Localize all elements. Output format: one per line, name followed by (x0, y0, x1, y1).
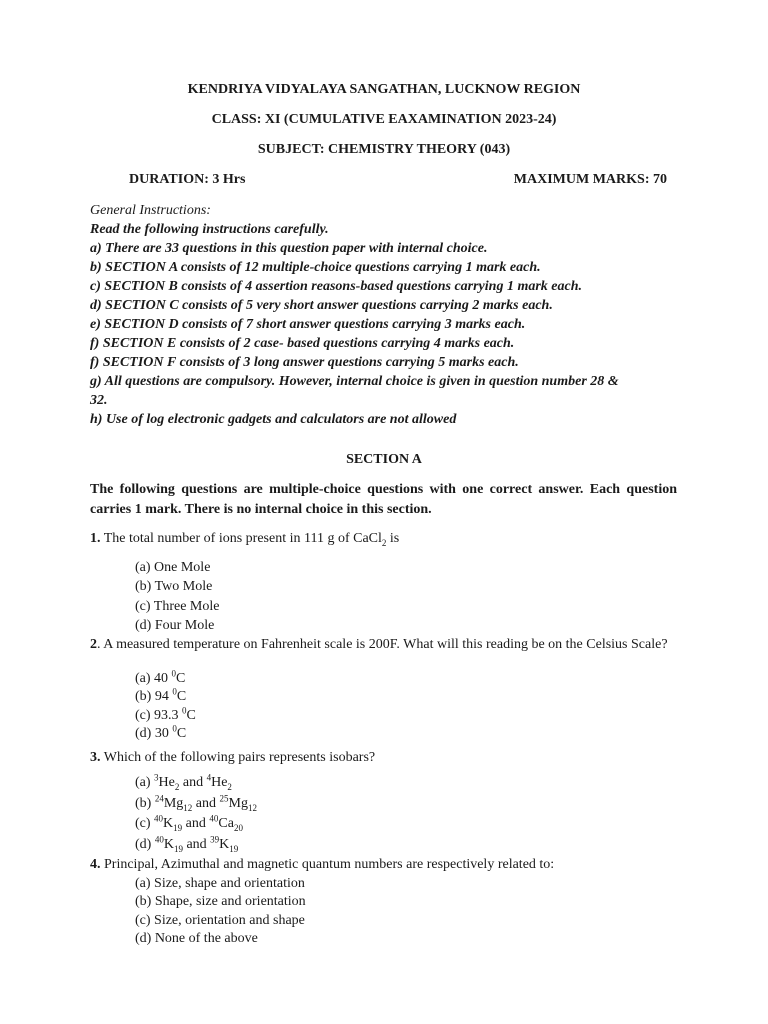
option: (c) Size, orientation and shape (135, 912, 305, 928)
instruction-line: f) SECTION E consists of 2 case- based questions carrying 4 marks each. (90, 336, 515, 351)
question-2-options (135, 670, 196, 743)
option: (c) $^{40}K_{19}$ and $^{40}Ca_{20}$ (135, 813, 243, 833)
question-text: The total number of ions present in 111 g of CaCl$_2$ is (103, 531, 400, 548)
section-a-intro: The following questions are multiple-choice questions with one correct answer. Each question carries 1 mark. There is no internal choice in this section. (90, 482, 677, 517)
general-instructions (90, 201, 690, 429)
subject-line: SUBJECT: CHEMISTRY THEORY (043) (257, 142, 511, 157)
question-4-options (135, 875, 306, 948)
question-1-options (135, 558, 219, 635)
question-text: Principal, Azimuthal and magnetic quantum numbers are respectively related to: (100, 857, 555, 872)
question-number: 3. (90, 750, 101, 765)
instruction-line: c) SECTION B consists of 4 assertion reasons-based questions carrying 1 mark each. (90, 279, 582, 294)
option: (d) $^{40}K_{19}$ and $^{39}K_{19}$ (135, 833, 239, 854)
question-3 (90, 749, 690, 767)
question-text: . A measured temperature on Fahrenheit scale is 200F. What will this reading be on the Celsius Scale? (97, 637, 668, 652)
question-number: 4. (90, 857, 101, 872)
option: (a) Size, shape and orientation (135, 876, 305, 891)
question-1 (90, 530, 690, 548)
option: (b) Two Mole (135, 579, 213, 595)
instruction-line: f) SECTION F consists of 3 long answer questions carrying 5 marks each. (90, 355, 519, 370)
duration: DURATION: 3 Hrs (129, 172, 246, 187)
question-text: Which of the following pairs represents isobars? (100, 750, 376, 765)
option: (d) 30 $^0$C (135, 723, 187, 741)
option: (b) 94 $^0$C (135, 686, 187, 705)
instruction-line: a) There are 33 questions in this question paper with internal choice. (90, 241, 488, 256)
option: (c) Three Mole (135, 598, 220, 614)
instruction-line: 32. (90, 393, 108, 408)
option: (b) $^{24}Mg_{12}$ and $^{25}Mg_{12}$ (135, 792, 257, 813)
instruction-line: g) All questions are compulsory. However, internal choice is given in question number 28 & (90, 374, 619, 389)
option: (d) None of the above (135, 930, 258, 946)
instruction-line: Read the following instructions carefully. (90, 222, 329, 237)
option: (a) One Mole (135, 560, 211, 575)
option: (b) Shape, size and orientation (135, 894, 306, 910)
max-marks: MAXIMUM MARKS: 70 (513, 172, 667, 187)
option: (c) 93.3 $^0$C (135, 704, 196, 723)
instruction-line: h) Use of log electronic gadgets and calculators are not allowed (90, 412, 457, 427)
instruction-line: d) SECTION C consists of 5 very short answer questions carrying 2 marks each. (90, 298, 553, 313)
org-title: KENDRIYA VIDYALAYA SANGATHAN, LUCKNOW REGION (187, 82, 581, 97)
instruction-line: e) SECTION D consists of 7 short answer questions carrying 3 marks each. (90, 317, 526, 332)
option: (a) $^3He_2$ and $^4He_2$ (135, 772, 232, 792)
question-number: 2 (90, 637, 97, 652)
question-3-options (135, 773, 257, 855)
instruction-line: b) SECTION A consists of 12 multiple-choice questions carrying 1 mark each. (90, 260, 541, 275)
option: (d) Four Mole (135, 617, 215, 633)
instructions-heading: General Instructions: (90, 203, 211, 218)
class-line: CLASS: XI (CUMULATIVE EAXAMINATION 2023-24) (211, 112, 557, 127)
question-number: 1. (90, 531, 101, 546)
question-2 (90, 636, 680, 654)
section-a-title: SECTION A (346, 452, 422, 467)
question-4 (90, 856, 690, 874)
option: (a) 40 $^0$C (135, 668, 186, 686)
